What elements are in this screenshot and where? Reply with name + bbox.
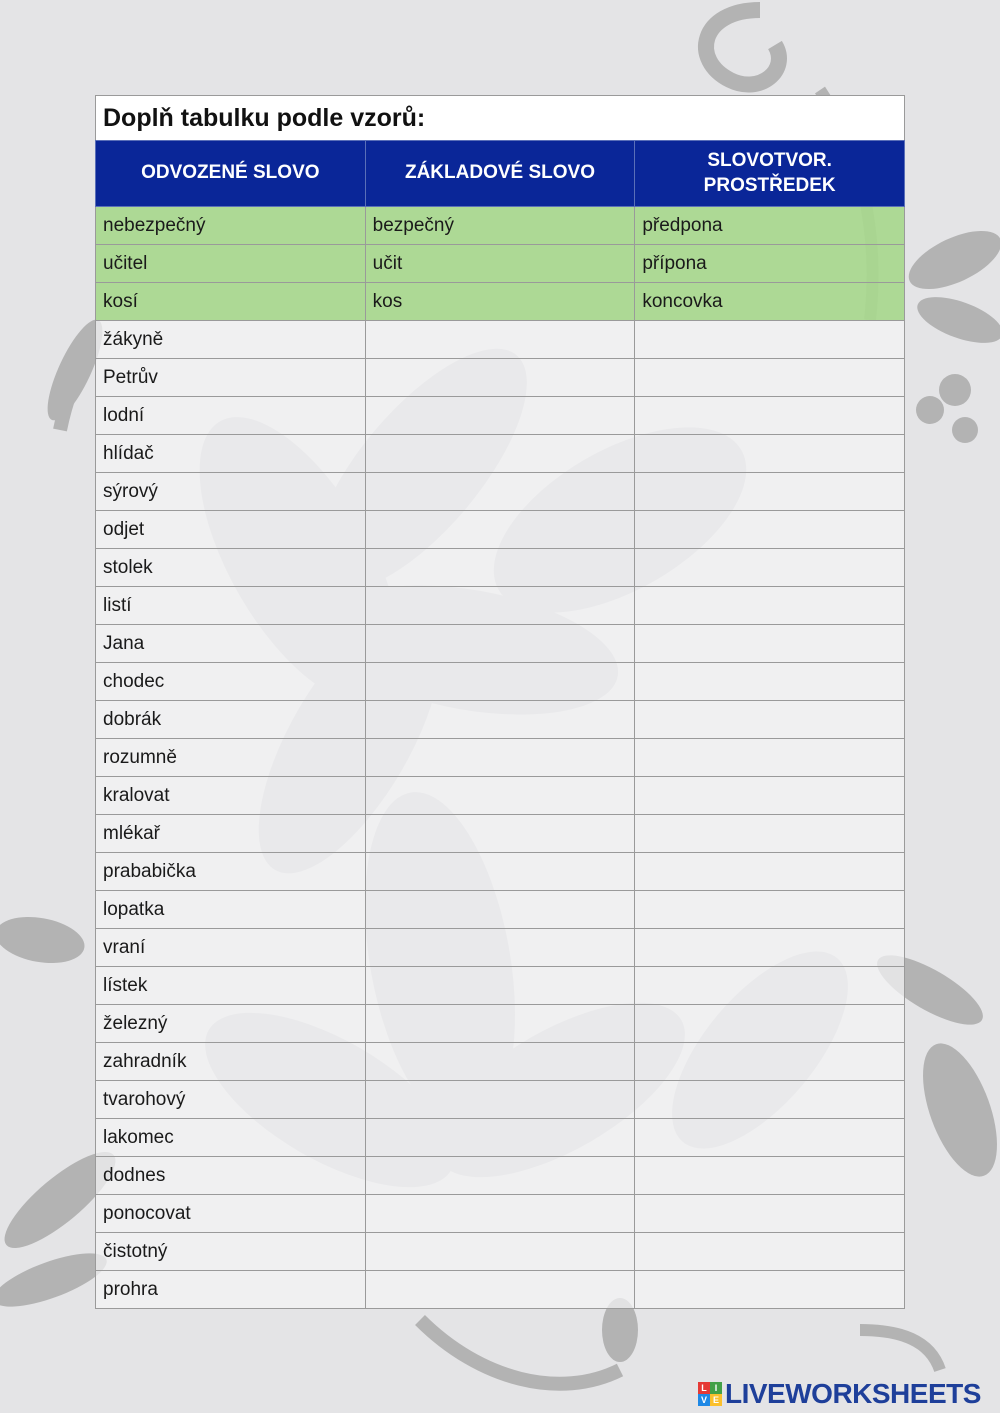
logo-letter-i: I bbox=[710, 1382, 722, 1394]
base-word-cell[interactable] bbox=[365, 625, 635, 663]
exercise-row bbox=[96, 815, 905, 853]
derived-word-cell: žákyně bbox=[96, 321, 366, 359]
example-row bbox=[96, 207, 905, 245]
base-word-cell[interactable] bbox=[365, 1043, 635, 1081]
derived-word-cell: dobrák bbox=[96, 701, 366, 739]
exercise-row bbox=[96, 1119, 905, 1157]
base-word-cell[interactable] bbox=[365, 1119, 635, 1157]
derived-word-cell: prohra bbox=[96, 1271, 366, 1309]
exercise-row bbox=[96, 625, 905, 663]
formation-means-cell[interactable] bbox=[635, 1081, 905, 1119]
formation-means-cell[interactable] bbox=[635, 397, 905, 435]
formation-means-cell[interactable] bbox=[635, 853, 905, 891]
formation-means-cell[interactable] bbox=[635, 891, 905, 929]
derived-word-cell: Jana bbox=[96, 625, 366, 663]
base-word-cell[interactable] bbox=[365, 1081, 635, 1119]
derived-word-cell: zahradník bbox=[96, 1043, 366, 1081]
derived-word-cell: lopatka bbox=[96, 891, 366, 929]
derived-word-cell: mlékař bbox=[96, 815, 366, 853]
derived-word-cell: dodnes bbox=[96, 1157, 366, 1195]
derived-word-cell: lakomec bbox=[96, 1119, 366, 1157]
exercise-row bbox=[96, 1233, 905, 1271]
formation-means-cell[interactable] bbox=[635, 1157, 905, 1195]
column-header-derived-word: ODVOZENÉ SLOVO bbox=[96, 141, 366, 207]
exercise-row bbox=[96, 739, 905, 777]
worksheet bbox=[95, 95, 905, 1309]
formation-means-cell[interactable] bbox=[635, 739, 905, 777]
base-word-cell[interactable] bbox=[365, 473, 635, 511]
formation-means-cell[interactable] bbox=[635, 359, 905, 397]
logo-letter-e: E bbox=[710, 1394, 722, 1406]
base-word-cell[interactable] bbox=[365, 1271, 635, 1309]
formation-means-cell[interactable] bbox=[635, 549, 905, 587]
liveworksheets-logo bbox=[698, 1378, 981, 1410]
exercise-row bbox=[96, 777, 905, 815]
base-word-cell[interactable] bbox=[365, 435, 635, 473]
logo-letter-v: V bbox=[698, 1394, 710, 1406]
formation-means-cell[interactable] bbox=[635, 815, 905, 853]
derived-word-cell: železný bbox=[96, 1005, 366, 1043]
base-word-cell[interactable] bbox=[365, 815, 635, 853]
table-header-row bbox=[96, 141, 905, 207]
derived-word-cell: stolek bbox=[96, 549, 366, 587]
example-row bbox=[96, 283, 905, 321]
base-word-cell[interactable] bbox=[365, 549, 635, 587]
exercise-row bbox=[96, 359, 905, 397]
derived-word-cell: ponocovat bbox=[96, 1195, 366, 1233]
formation-means-cell[interactable] bbox=[635, 1119, 905, 1157]
exercise-row bbox=[96, 1081, 905, 1119]
base-word-cell[interactable] bbox=[365, 853, 635, 891]
exercise-row bbox=[96, 891, 905, 929]
formation-means-cell: koncovka bbox=[635, 283, 905, 321]
derived-word-cell: lístek bbox=[96, 967, 366, 1005]
exercise-row bbox=[96, 1043, 905, 1081]
derived-word-cell: učitel bbox=[96, 245, 366, 283]
base-word-cell[interactable] bbox=[365, 929, 635, 967]
example-row bbox=[96, 245, 905, 283]
liveworksheets-logo-icon bbox=[698, 1382, 722, 1406]
base-word-cell[interactable] bbox=[365, 967, 635, 1005]
exercise-row bbox=[96, 473, 905, 511]
derived-word-cell: kosí bbox=[96, 283, 366, 321]
exercise-row bbox=[96, 1005, 905, 1043]
formation-means-cell: přípona bbox=[635, 245, 905, 283]
base-word-cell[interactable] bbox=[365, 891, 635, 929]
exercise-row bbox=[96, 1271, 905, 1309]
exercise-row bbox=[96, 397, 905, 435]
exercise-row bbox=[96, 663, 905, 701]
formation-means-cell[interactable] bbox=[635, 511, 905, 549]
exercise-row bbox=[96, 929, 905, 967]
formation-means-cell: předpona bbox=[635, 207, 905, 245]
exercise-row bbox=[96, 1157, 905, 1195]
base-word-cell[interactable] bbox=[365, 1195, 635, 1233]
derived-word-cell: sýrový bbox=[96, 473, 366, 511]
derived-word-cell: listí bbox=[96, 587, 366, 625]
derived-word-cell: kralovat bbox=[96, 777, 366, 815]
formation-means-cell[interactable] bbox=[635, 1195, 905, 1233]
liveworksheets-logo-text: LIVEWORKSHEETS bbox=[725, 1378, 981, 1409]
base-word-cell[interactable] bbox=[365, 1233, 635, 1271]
base-word-cell[interactable] bbox=[365, 701, 635, 739]
worksheet-title: Doplň tabulku podle vzorů: bbox=[95, 95, 905, 140]
exercise-row bbox=[96, 701, 905, 739]
exercise-row bbox=[96, 587, 905, 625]
formation-means-cell[interactable] bbox=[635, 777, 905, 815]
base-word-cell[interactable] bbox=[365, 321, 635, 359]
derived-word-cell: lodní bbox=[96, 397, 366, 435]
formation-means-cell[interactable] bbox=[635, 625, 905, 663]
base-word-cell[interactable] bbox=[365, 359, 635, 397]
formation-means-cell[interactable] bbox=[635, 587, 905, 625]
derived-word-cell: nebezpečný bbox=[96, 207, 366, 245]
exercise-row bbox=[96, 435, 905, 473]
column-header-word-formation-means: SLOVOTVOR. PROSTŘEDEK bbox=[635, 141, 905, 207]
base-word-cell: kos bbox=[365, 283, 635, 321]
base-word-cell: bezpečný bbox=[365, 207, 635, 245]
base-word-cell[interactable] bbox=[365, 1005, 635, 1043]
table-body bbox=[96, 207, 905, 1309]
base-word-cell[interactable] bbox=[365, 1157, 635, 1195]
exercise-row bbox=[96, 321, 905, 359]
derived-word-cell: rozumně bbox=[96, 739, 366, 777]
derived-word-cell: vraní bbox=[96, 929, 366, 967]
formation-means-cell[interactable] bbox=[635, 663, 905, 701]
exercise-row bbox=[96, 549, 905, 587]
exercise-row bbox=[96, 511, 905, 549]
formation-means-cell[interactable] bbox=[635, 321, 905, 359]
logo-letter-l: L bbox=[698, 1382, 710, 1394]
base-word-cell[interactable] bbox=[365, 587, 635, 625]
base-word-cell[interactable] bbox=[365, 511, 635, 549]
column-header-base-word: ZÁKLADOVÉ SLOVO bbox=[365, 141, 635, 207]
formation-means-cell[interactable] bbox=[635, 967, 905, 1005]
exercise-row bbox=[96, 967, 905, 1005]
formation-means-cell[interactable] bbox=[635, 701, 905, 739]
derived-word-cell: prababička bbox=[96, 853, 366, 891]
word-formation-table bbox=[95, 140, 905, 1309]
derived-word-cell: hlídač bbox=[96, 435, 366, 473]
derived-word-cell: chodec bbox=[96, 663, 366, 701]
formation-means-cell[interactable] bbox=[635, 1271, 905, 1309]
base-word-cell[interactable] bbox=[365, 663, 635, 701]
base-word-cell[interactable] bbox=[365, 777, 635, 815]
exercise-row bbox=[96, 853, 905, 891]
formation-means-cell[interactable] bbox=[635, 435, 905, 473]
derived-word-cell: čistotný bbox=[96, 1233, 366, 1271]
base-word-cell: učit bbox=[365, 245, 635, 283]
derived-word-cell: Petrův bbox=[96, 359, 366, 397]
formation-means-cell[interactable] bbox=[635, 929, 905, 967]
formation-means-cell[interactable] bbox=[635, 1233, 905, 1271]
formation-means-cell[interactable] bbox=[635, 1043, 905, 1081]
exercise-row bbox=[96, 1195, 905, 1233]
formation-means-cell[interactable] bbox=[635, 473, 905, 511]
derived-word-cell: tvarohový bbox=[96, 1081, 366, 1119]
derived-word-cell: odjet bbox=[96, 511, 366, 549]
formation-means-cell[interactable] bbox=[635, 1005, 905, 1043]
base-word-cell[interactable] bbox=[365, 397, 635, 435]
base-word-cell[interactable] bbox=[365, 739, 635, 777]
